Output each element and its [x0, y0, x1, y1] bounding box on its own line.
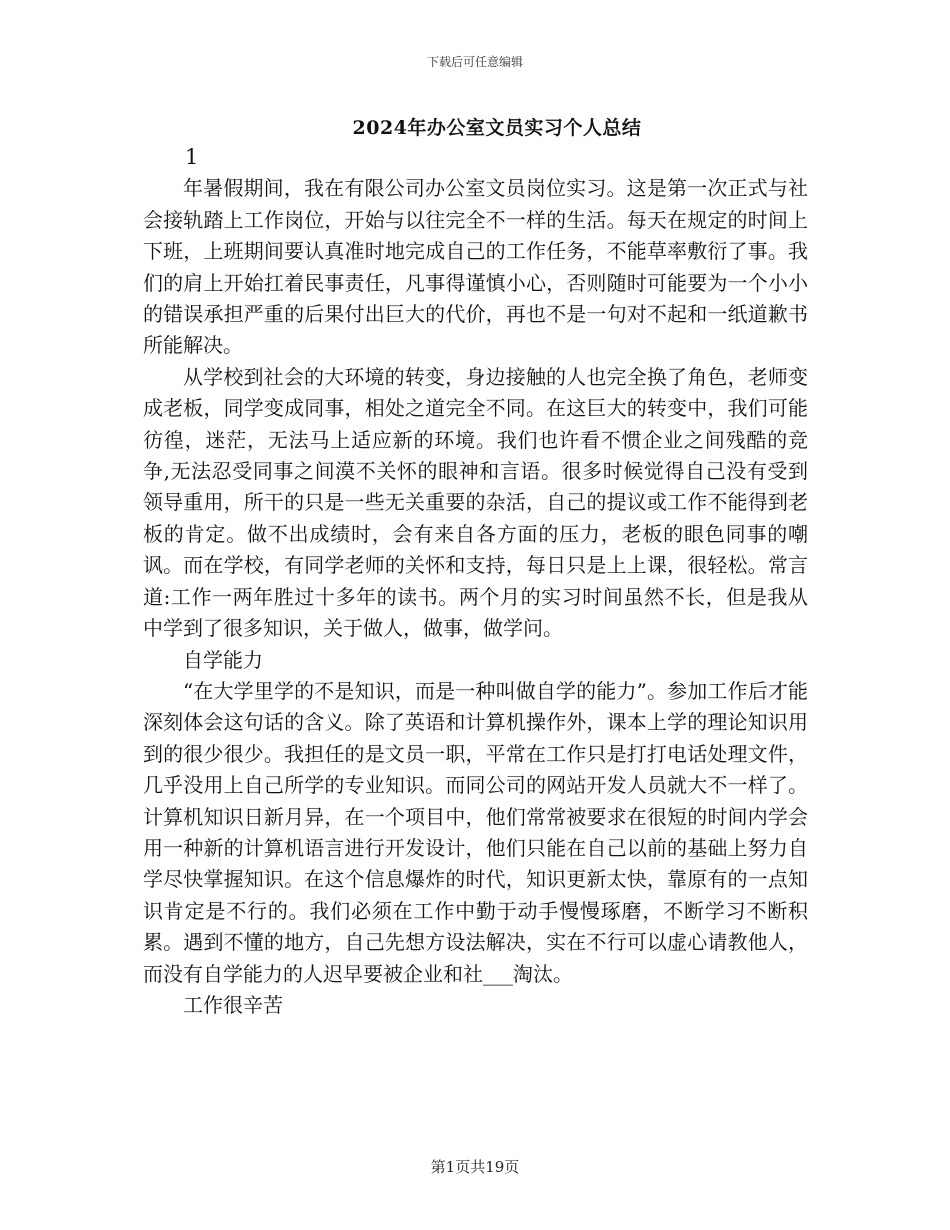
- page-footer: 第1页共19页: [430, 1158, 520, 1176]
- paragraph-summer-internship: 年暑假期间，我在有限公司办公室文员岗位实习。这是第一次正式与社会接轨踏上工作岗位，开始与以往完全不一样的生活。每天在规定的时间上下班，上班期间要认真准时地完成自己的工作任务，不能草率敷衍了事。我们的肩上开始扛着民事责任，凡事得谨慎小心，否则随时可能要为一个小小的错误承担严重的后果付出巨大的代价，再也不是一句对不起和一纸道歉书所能解决。: [143, 176, 808, 358]
- heading-self-learning: 自学能力: [183, 647, 263, 672]
- paragraph-environment-change: 从学校到社会的大环境的转变，身边接触的人也完全换了角色，老师变成老板，同学变成同事，相处之道完全不同。在这巨大的转变中，我们可能彷徨，迷茫，无法马上适应新的环境。我们也许看不惯企业之间残酷的竞争,无法忍受同事之间漠不关怀的眼神和言语。很多时候觉得自己没有受到领导重用，所干的只是一些无关重要的杂活，自己的提议或工作不能得到老板的肯定。做不出成绩时，会有来自各方面的压力，老板的眼色同事的嘲讽。而在学校，有同学老师的关怀和支持，每日只是上上课，很轻松。常言道:工作一两年胜过十多年的读书。两个月的实习时间虽然不长，但是我从中学到了很多知识，关于做人，做事，做学问。: [143, 364, 808, 641]
- document-title: 2024年办公室文员实习个人总结: [352, 117, 642, 139]
- heading-hard-work: 工作很辛苦: [183, 992, 283, 1017]
- paragraph-self-learning: “在大学里学的不是知识，而是一种叫做自学的能力”。参加工作后才能深刻体会这句话的含义。除了英语和计算机操作外，课本上学的理论知识用到的很少很少。我担任的是文员一职，平常在工作只是打打电话处理文件，几乎没用上自己所学的专业知识。而同公司的网站开发人员就大不一样了。计算机知识日新月异，在一个项目中，他们常常被要求在很短的时间内学会用一种新的计算机语言进行开发设计，他们只能在自己以前的基础上努力自学尽快掌握知识。在这个信息爆炸的时代，知识更新太快，靠原有的一点知识肯定是不行的。我们必须在工作中勤于动手慢慢琢磨，不断学习不断积累。遇到不懂的地方，自己先想方设法解决，实在不行可以虚心请教他人，而没有自学能力的人迟早要被企业和社___淘汰。: [143, 678, 808, 986]
- header-note: 下载后可任意编辑: [426, 55, 523, 69]
- document-body: [143, 142, 808, 1021]
- section-number: 1: [185, 145, 199, 169]
